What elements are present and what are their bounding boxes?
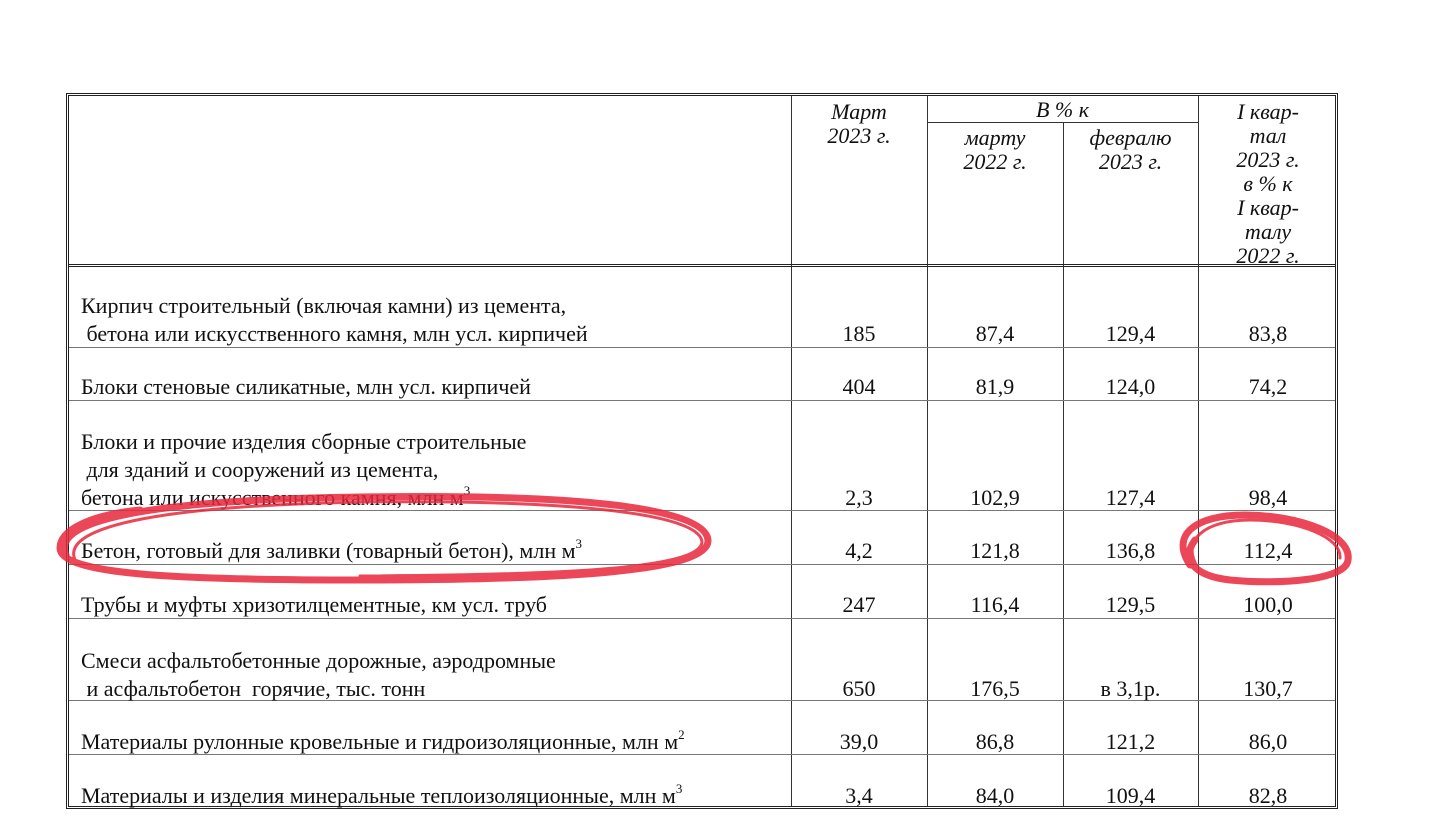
unit-superscript: 3 [463,482,471,498]
cell-vs-march-2022: 176,5 [970,676,1020,701]
cell-vs-march-2022: 121,8 [970,538,1020,563]
cell-vs-feb-2023: 129,4 [1105,321,1156,346]
cell-march: 404 [842,374,876,399]
row-label-line: Смеси асфальтобетонные дорожные, аэродромные [81,648,556,673]
header-divider [69,264,1335,267]
row-label-line: Трубы и муфты хризотилцементные, км усл. труб [81,592,547,617]
cell-vs-march-2022: 81,9 [975,374,1015,399]
cell-march: 39,0 [839,729,879,754]
header-q1: I квар- тал 2023 г. в % к I квар- талу 2022 г. [1236,99,1300,268]
cell-march: 2,3 [845,485,873,510]
cell-march: 185 [842,321,876,346]
cell-vs-feb-2023: 136,8 [1105,538,1156,563]
cell-q1: 83,8 [1248,321,1288,346]
percent-group-divider [927,122,1198,123]
cell-q1: 112,4 [1243,538,1293,563]
header-march: Март 2023 г. [827,99,891,148]
cell-vs-feb-2023: 127,4 [1105,485,1156,510]
column-divider [1063,122,1064,806]
cell-q1: 100,0 [1243,592,1293,617]
row-label-line: бетона или искусственного камня, млн усл. кирпичей [81,321,588,346]
statistics-table [66,93,1338,809]
cell-vs-march-2022: 102,9 [970,485,1020,510]
row-label-line: бетона или искусственного камня, млн $м^3$ [81,482,471,510]
cell-vs-feb-2023: 121,2 [1105,729,1156,754]
header-vs-march-2022: марту 2022 г. [963,125,1027,174]
unit-superscript: 3 [575,535,583,551]
header-vs-feb-2023: февралю 2023 г. [1089,125,1172,174]
cell-q1: 82,8 [1248,783,1288,808]
cell-q1: 130,7 [1243,676,1293,701]
cell-vs-march-2022: 87,4 [975,321,1015,346]
cell-vs-march-2022: 116,4 [970,592,1020,617]
cell-vs-march-2022: 86,8 [975,729,1015,754]
row-label-line: Блоки стеновые силикатные, млн усл. кирпичей [81,374,531,399]
row-label-line: Бетон, готовый для заливки (товарный бетон), млн $м^3$ [81,535,583,563]
row-label-line: Материалы рулонные кровельные и гидроизоляционные, млн $м^2$ [81,726,685,754]
cell-vs-feb-2023: 109,4 [1105,783,1156,808]
cell-march: 650 [842,676,876,701]
cell-q1: 98,4 [1248,485,1288,510]
cell-vs-march-2022: 84,0 [975,783,1015,808]
unit-superscript: 2 [678,726,685,742]
row-label-line: для зданий и сооружений из цемента, [81,457,439,482]
cell-vs-feb-2023: 124,0 [1105,374,1156,399]
unit-superscript: 3 [675,780,683,796]
cell-q1: 74,2 [1248,374,1288,399]
cell-q1: 86,0 [1248,729,1288,754]
header-percent-group: В % к [1035,97,1090,122]
cell-vs-feb-2023: 129,5 [1105,592,1156,617]
row-label-line: Кирпич строительный (включая камни) из цемента, [81,293,567,318]
cell-march: 247 [842,592,876,617]
cell-vs-feb-2023: в 3,1р. [1100,676,1161,701]
row-label-line: Материалы и изделия минеральные теплоизоляционные, млн $м^3$ [81,780,683,808]
cell-march: 3,4 [845,783,873,808]
row-label-line: и асфальтобетон горячие, тыс. тонн [81,676,426,701]
cell-march: 4,2 [845,538,873,563]
row-label-line: Блоки и прочие изделия сборные строительные [81,429,527,454]
